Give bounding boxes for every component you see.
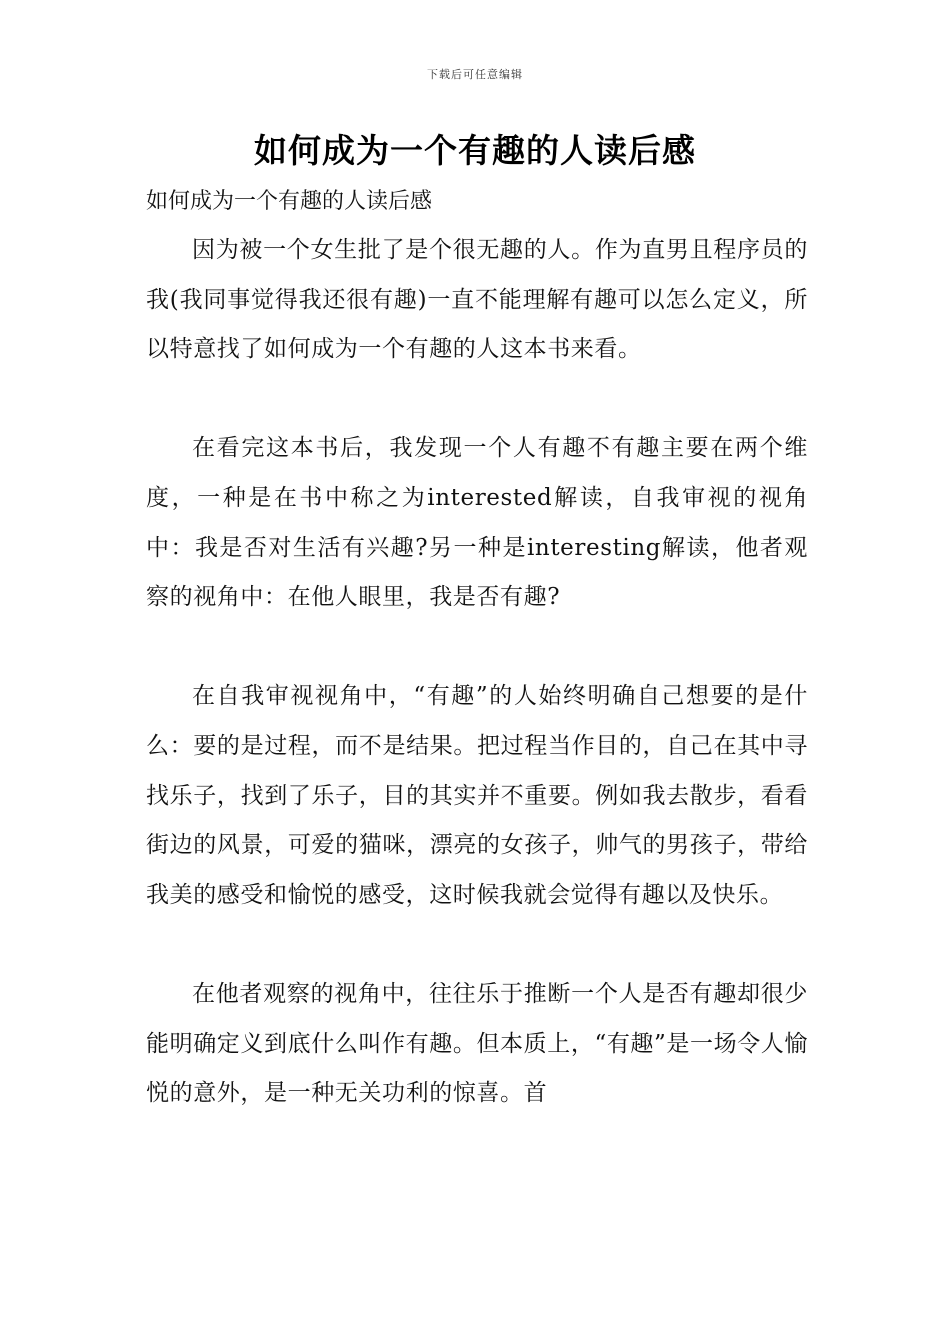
header-note: 下载后可任意编辑 [427, 68, 523, 81]
paragraph-2: 在看完这本书后，我发现一个人有趣不有趣主要在两个维度，一种是在书中称之为interested解读，自我审视的视角中：我是否对生活有兴趣?另一种是interesting解读，他者观察的视角中：在他人眼里，我是否有趣? [146, 435, 808, 611]
paragraph-4: 在他者观察的视角中，往往乐于推断一个人是否有趣却很少能明确定义到底什么叫作有趣。但本质上，“有趣”是一场令人愉悦的意外，是一种无关功利的惊喜。首 [146, 980, 808, 1107]
paragraph-3: 在自我审视视角中，“有趣”的人始终明确自己想要的是什么：要的是过程，而不是结果。把过程当作目的，自己在其中寻找乐子，找到了乐子，目的其实并不重要。例如我去散步，看看街边的风景，可爱的猫咪，漂亮的女孩子，帅气的男孩子，带给我美的感受和愉悦的感受，这时候我就会觉得有趣以及快乐。 [146, 683, 808, 908]
document-body [146, 226, 808, 1119]
document-subtitle: 如何成为一个有趣的人读后感 [146, 189, 433, 214]
document-title: 如何成为一个有趣的人读后感 [254, 131, 696, 170]
paragraph-1: 因为被一个女生批了是个很无趣的人。作为直男且程序员的我(我同事觉得我还很有趣)一直不能理解有趣可以怎么定义，所以特意找了如何成为一个有趣的人这本书来看。 [146, 237, 808, 363]
